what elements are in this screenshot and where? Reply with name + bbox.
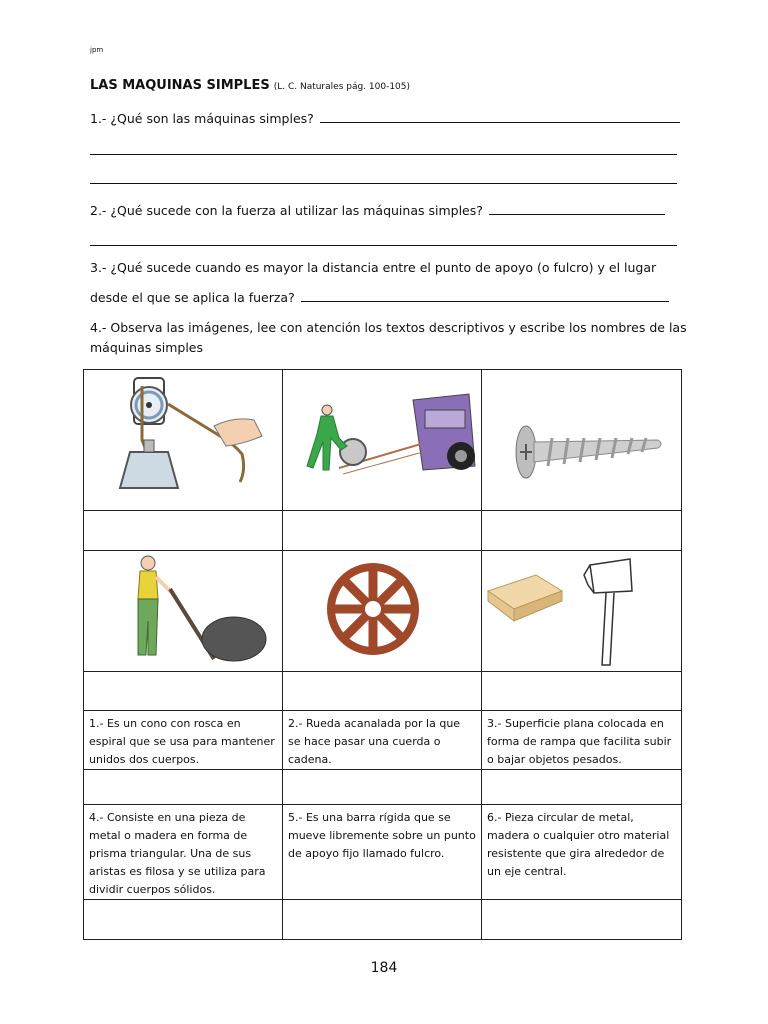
screw-icon — [482, 370, 682, 510]
description-cell — [84, 711, 283, 770]
question-3-line-1: 3.- ¿Qué sucede cuando es mayor la distancia entre el punto de apoyo (o fulcro) y el lugar — [90, 260, 657, 275]
title-reference: (L. C. Naturales pág. 100-105) — [273, 82, 411, 92]
answer-line[interactable] — [489, 202, 665, 215]
description-cell — [482, 805, 682, 900]
description-text: 3.- Superficie plana colocada en forma de rampa que facilita subir o bajar objetos pesados. — [487, 717, 672, 766]
description-row — [84, 805, 682, 900]
ramp-icon — [283, 370, 482, 510]
image-cell — [283, 551, 482, 672]
question-2-text: 2.- ¿Qué sucede con la fuerza al utilizar las máquinas simples? — [90, 203, 483, 218]
title-text: LAS MAQUINAS SIMPLES — [90, 78, 270, 93]
description-text: 5.- Es una barra rígida que se mueve libremente sobre un punto de apoyo fijo llamado fulcro. — [288, 811, 476, 860]
question-1-text: 1.- ¿Qué son las máquinas simples? — [90, 111, 314, 126]
answer-cell[interactable] — [283, 900, 482, 940]
description-cell — [482, 711, 682, 770]
answer-line[interactable] — [320, 110, 680, 123]
author-initials: jpm — [90, 46, 104, 54]
answer-cell[interactable] — [283, 770, 482, 805]
image-cell — [84, 551, 283, 672]
answer-cell[interactable] — [482, 770, 682, 805]
description-text: 6.- Pieza circular de metal, madera o cualquier otro material resistente que gira alrededor de un eje central. — [487, 811, 670, 878]
description-text: 1.- Es un cono con rosca en espiral que se usa para mantener unidos dos cuerpos. — [89, 717, 275, 766]
answer-cell[interactable] — [84, 672, 283, 711]
answer-line[interactable] — [301, 289, 669, 302]
image-row — [84, 370, 682, 511]
description-cell — [283, 711, 482, 770]
wedge-icon — [482, 551, 682, 671]
lever-icon — [84, 551, 283, 671]
page-title — [90, 78, 410, 93]
description-text: 4.- Consiste en una pieza de metal o madera en forma de prisma triangular. Una de sus aristas es filosa y se utiliza para dividir cuerpos sólidos. — [89, 811, 266, 896]
description-cell — [84, 805, 283, 900]
question-3-text: desde el que se aplica la fuerza? — [90, 290, 295, 305]
answer-line[interactable] — [90, 245, 677, 246]
image-cell — [84, 370, 283, 511]
description-row — [84, 711, 682, 770]
answer-line[interactable] — [90, 154, 677, 155]
image-cell — [482, 370, 682, 511]
answer-row — [84, 511, 682, 551]
answer-line[interactable] — [90, 183, 677, 184]
image-cell — [283, 370, 482, 511]
question-3-line-2 — [90, 289, 669, 305]
answer-cell[interactable] — [283, 511, 482, 551]
description-cell — [283, 805, 482, 900]
answer-row — [84, 900, 682, 940]
question-4: 4.- Observa las imágenes, lee con atención los textos descriptivos y escribe los nombres de las máquinas simples — [90, 320, 687, 355]
image-cell — [482, 551, 682, 672]
answer-cell[interactable] — [283, 672, 482, 711]
answer-row — [84, 770, 682, 805]
answer-cell[interactable] — [482, 900, 682, 940]
machines-table — [83, 369, 682, 940]
question-2 — [90, 202, 665, 218]
question-1 — [90, 110, 680, 126]
description-text: 2.- Rueda acanalada por la que se hace pasar una cuerda o cadena. — [288, 717, 461, 766]
pulley-icon — [84, 370, 283, 510]
answer-cell[interactable] — [84, 770, 283, 805]
answer-cell[interactable] — [482, 672, 682, 711]
image-row — [84, 551, 682, 672]
wheel-icon — [283, 551, 482, 671]
answer-cell[interactable] — [84, 900, 283, 940]
answer-cell[interactable] — [482, 511, 682, 551]
page-number: 184 — [370, 960, 398, 976]
answer-cell[interactable] — [84, 511, 283, 551]
answer-row — [84, 672, 682, 711]
